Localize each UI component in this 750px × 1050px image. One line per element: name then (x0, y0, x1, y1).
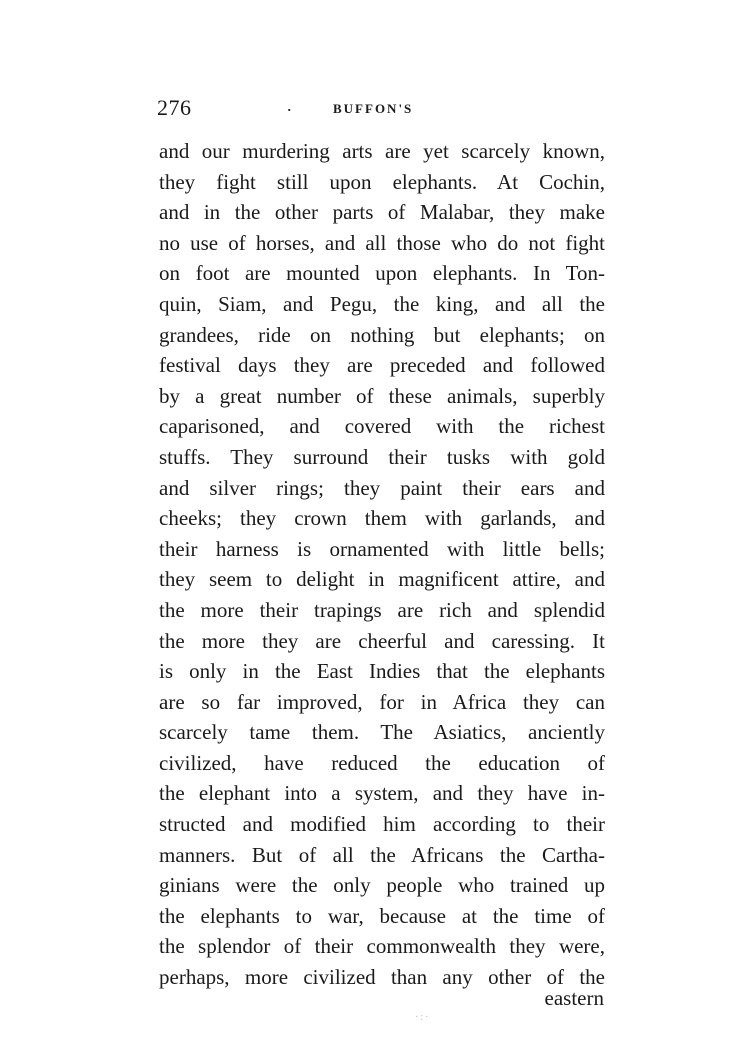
text-line: the elephants to war, because at the time of (159, 903, 605, 928)
text-line: the more their trapings are rich and splendid (159, 597, 605, 622)
header-separator: . (287, 95, 292, 115)
text-line: cheeks; they crown them with garlands, and (159, 506, 605, 531)
body-text (159, 136, 605, 993)
text-line: they fight still upon elephants. At Cochin, (159, 169, 605, 194)
text-line: structed and modified him according to their (159, 812, 605, 837)
text-line: the more they are cheerful and caressing. It (159, 628, 605, 653)
page-number: 276 (157, 95, 192, 120)
text-line: caparisoned, and covered with the richest (159, 414, 605, 439)
text-line: and our murdering arts are yet scarcely known, (159, 139, 605, 163)
text-line: and in the other parts of Malabar, they make (159, 200, 605, 225)
running-head: BUFFON'S (333, 101, 414, 116)
text-line: and silver rings; they paint their ears and (159, 475, 605, 500)
paper-speck: ·:· (415, 1012, 431, 1023)
text-line: civilized, have reduced the education of (159, 750, 605, 775)
text-line: the splendor of their commonwealth they were, (159, 934, 605, 959)
text-line: manners. But of all the Africans the Cartha- (159, 842, 605, 867)
text-line: no use of horses, and all those who do not fight (159, 230, 605, 255)
text-line: are so far improved, for in Africa they can (159, 689, 605, 714)
catchword: eastern (544, 986, 604, 1010)
text-line: festival days they are preceded and followed (159, 353, 605, 378)
text-line: perhaps, more civilized than any other of the (159, 965, 605, 990)
page-header (157, 95, 607, 125)
text-line: is only in the East Indies that the elephants (159, 659, 605, 684)
text-line: the elephant into a system, and they have in- (159, 781, 605, 806)
text-line: quin, Siam, and Pegu, the king, and all the (159, 291, 605, 316)
text-line: by a great number of these animals, superbly (159, 383, 605, 408)
text-line: their harness is ornamented with little bells; (159, 536, 605, 561)
text-line: grandees, ride on nothing but elephants; on (159, 322, 605, 347)
text-line: on foot are mounted upon elephants. In Ton- (159, 261, 605, 286)
text-line: stuffs. They surround their tusks with gold (159, 444, 605, 469)
text-line: scarcely tame them. The Asiatics, anciently (159, 720, 605, 745)
text-line: ginians were the only people who trained up (159, 873, 605, 898)
text-line: they seem to delight in magnificent attire, and (159, 567, 605, 592)
